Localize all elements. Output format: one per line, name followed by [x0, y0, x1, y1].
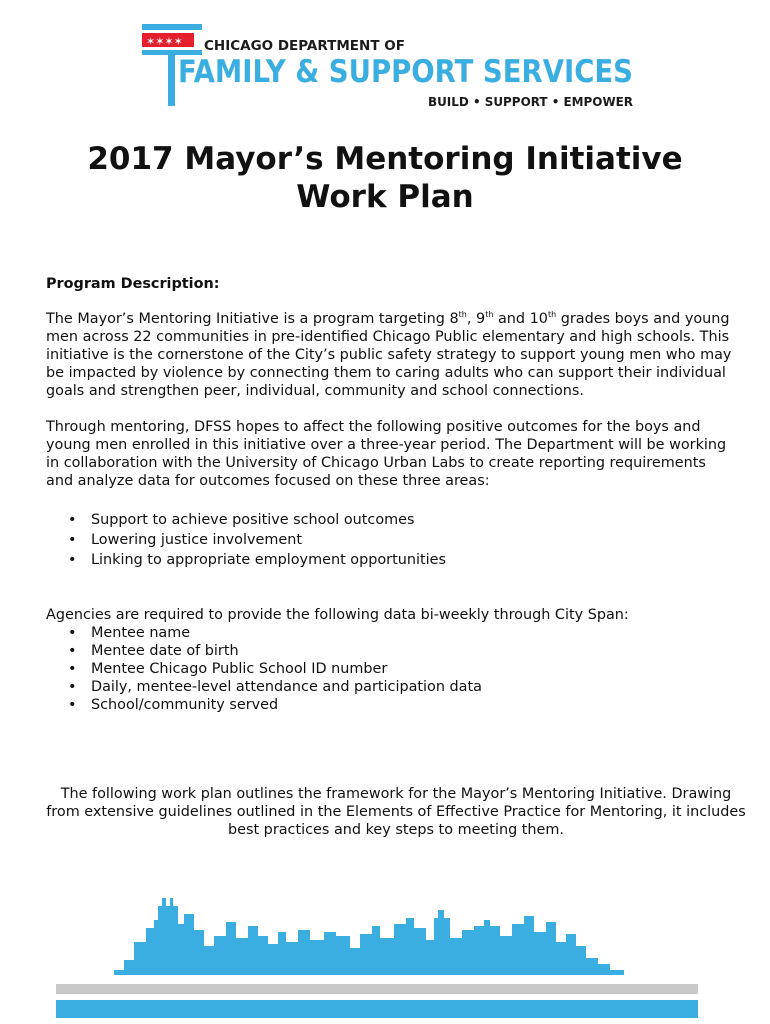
skyline-base-strip	[114, 970, 624, 975]
list-item: • Lowering justice involvement	[46, 530, 736, 550]
chicago-skyline-graphic	[54, 880, 698, 1020]
logo-flag-top-stripe	[142, 24, 202, 30]
logo-department-line: CHICAGO DEPARTMENT OF	[204, 38, 405, 54]
logo-flag-pole	[168, 52, 175, 106]
skyline-gray-bar	[56, 984, 698, 994]
closing-paragraph: The following work plan outlines the framework for the Mayor’s Mentoring Initiative. Drawing from extensive guidelines outlined in the Elements of Effective Practice for Mentoring, it includes best practices and key steps to meeting them.	[46, 786, 746, 838]
dfss-logo	[138, 22, 638, 112]
list-item: • Daily, mentee-level attendance and participation data	[46, 678, 736, 696]
outcomes-list	[46, 510, 736, 570]
list-item: • Support to achieve positive school outcomes	[46, 510, 736, 530]
list-item: • Mentee date of birth	[46, 642, 736, 660]
agency-data-list	[46, 624, 736, 714]
document-body	[46, 275, 736, 714]
list-item: • Linking to appropriate employment opportunities	[46, 550, 736, 570]
list-item: • Mentee name	[46, 624, 736, 642]
skyline-blue-bar	[56, 1000, 698, 1018]
logo-tagline: BUILD • SUPPORT • EMPOWER	[428, 94, 634, 109]
logo-family-support-line: FAMILY & SUPPORT SERVICES	[178, 54, 633, 90]
outcomes-intro-paragraph: Through mentoring, DFSS hopes to affect the following positive outcomes for the boys and young men enrolled in this initiative over a three-year period. The Department will be working in collaboration with the University of Chicago Urban Labs to create reporting requirements and analyze data for outcomes focused on these three areas:	[46, 419, 727, 489]
list-item: • School/community served	[46, 696, 736, 714]
logo-stars-text: ✶✶✶✶	[146, 35, 183, 48]
page-title	[0, 140, 770, 216]
skyline-silhouette	[124, 898, 610, 975]
list-item: • Mentee Chicago Public School ID number	[46, 660, 736, 678]
title-line-2: Work Plan	[296, 179, 474, 215]
title-line-1: 2017 Mayor’s Mentoring Initiative	[87, 141, 683, 177]
agencies-requirements-intro: Agencies are required to provide the following data bi-weekly through City Span:	[46, 607, 629, 623]
program-description-heading: Program Description:	[46, 276, 220, 292]
program-description-paragraph: The Mayor’s Mentoring Initiative is a program targeting 8th, 9th and 10th grades boys and young men across 22 communities in pre-identified Chicago Public elementary and high schools. This initiative is the cornerstone of the City’s public safety strategy to support young men who may be impacted by violence by connecting them to caring adults who can support their individual goals and strengthen peer, individual, community and school connections.	[46, 310, 732, 399]
